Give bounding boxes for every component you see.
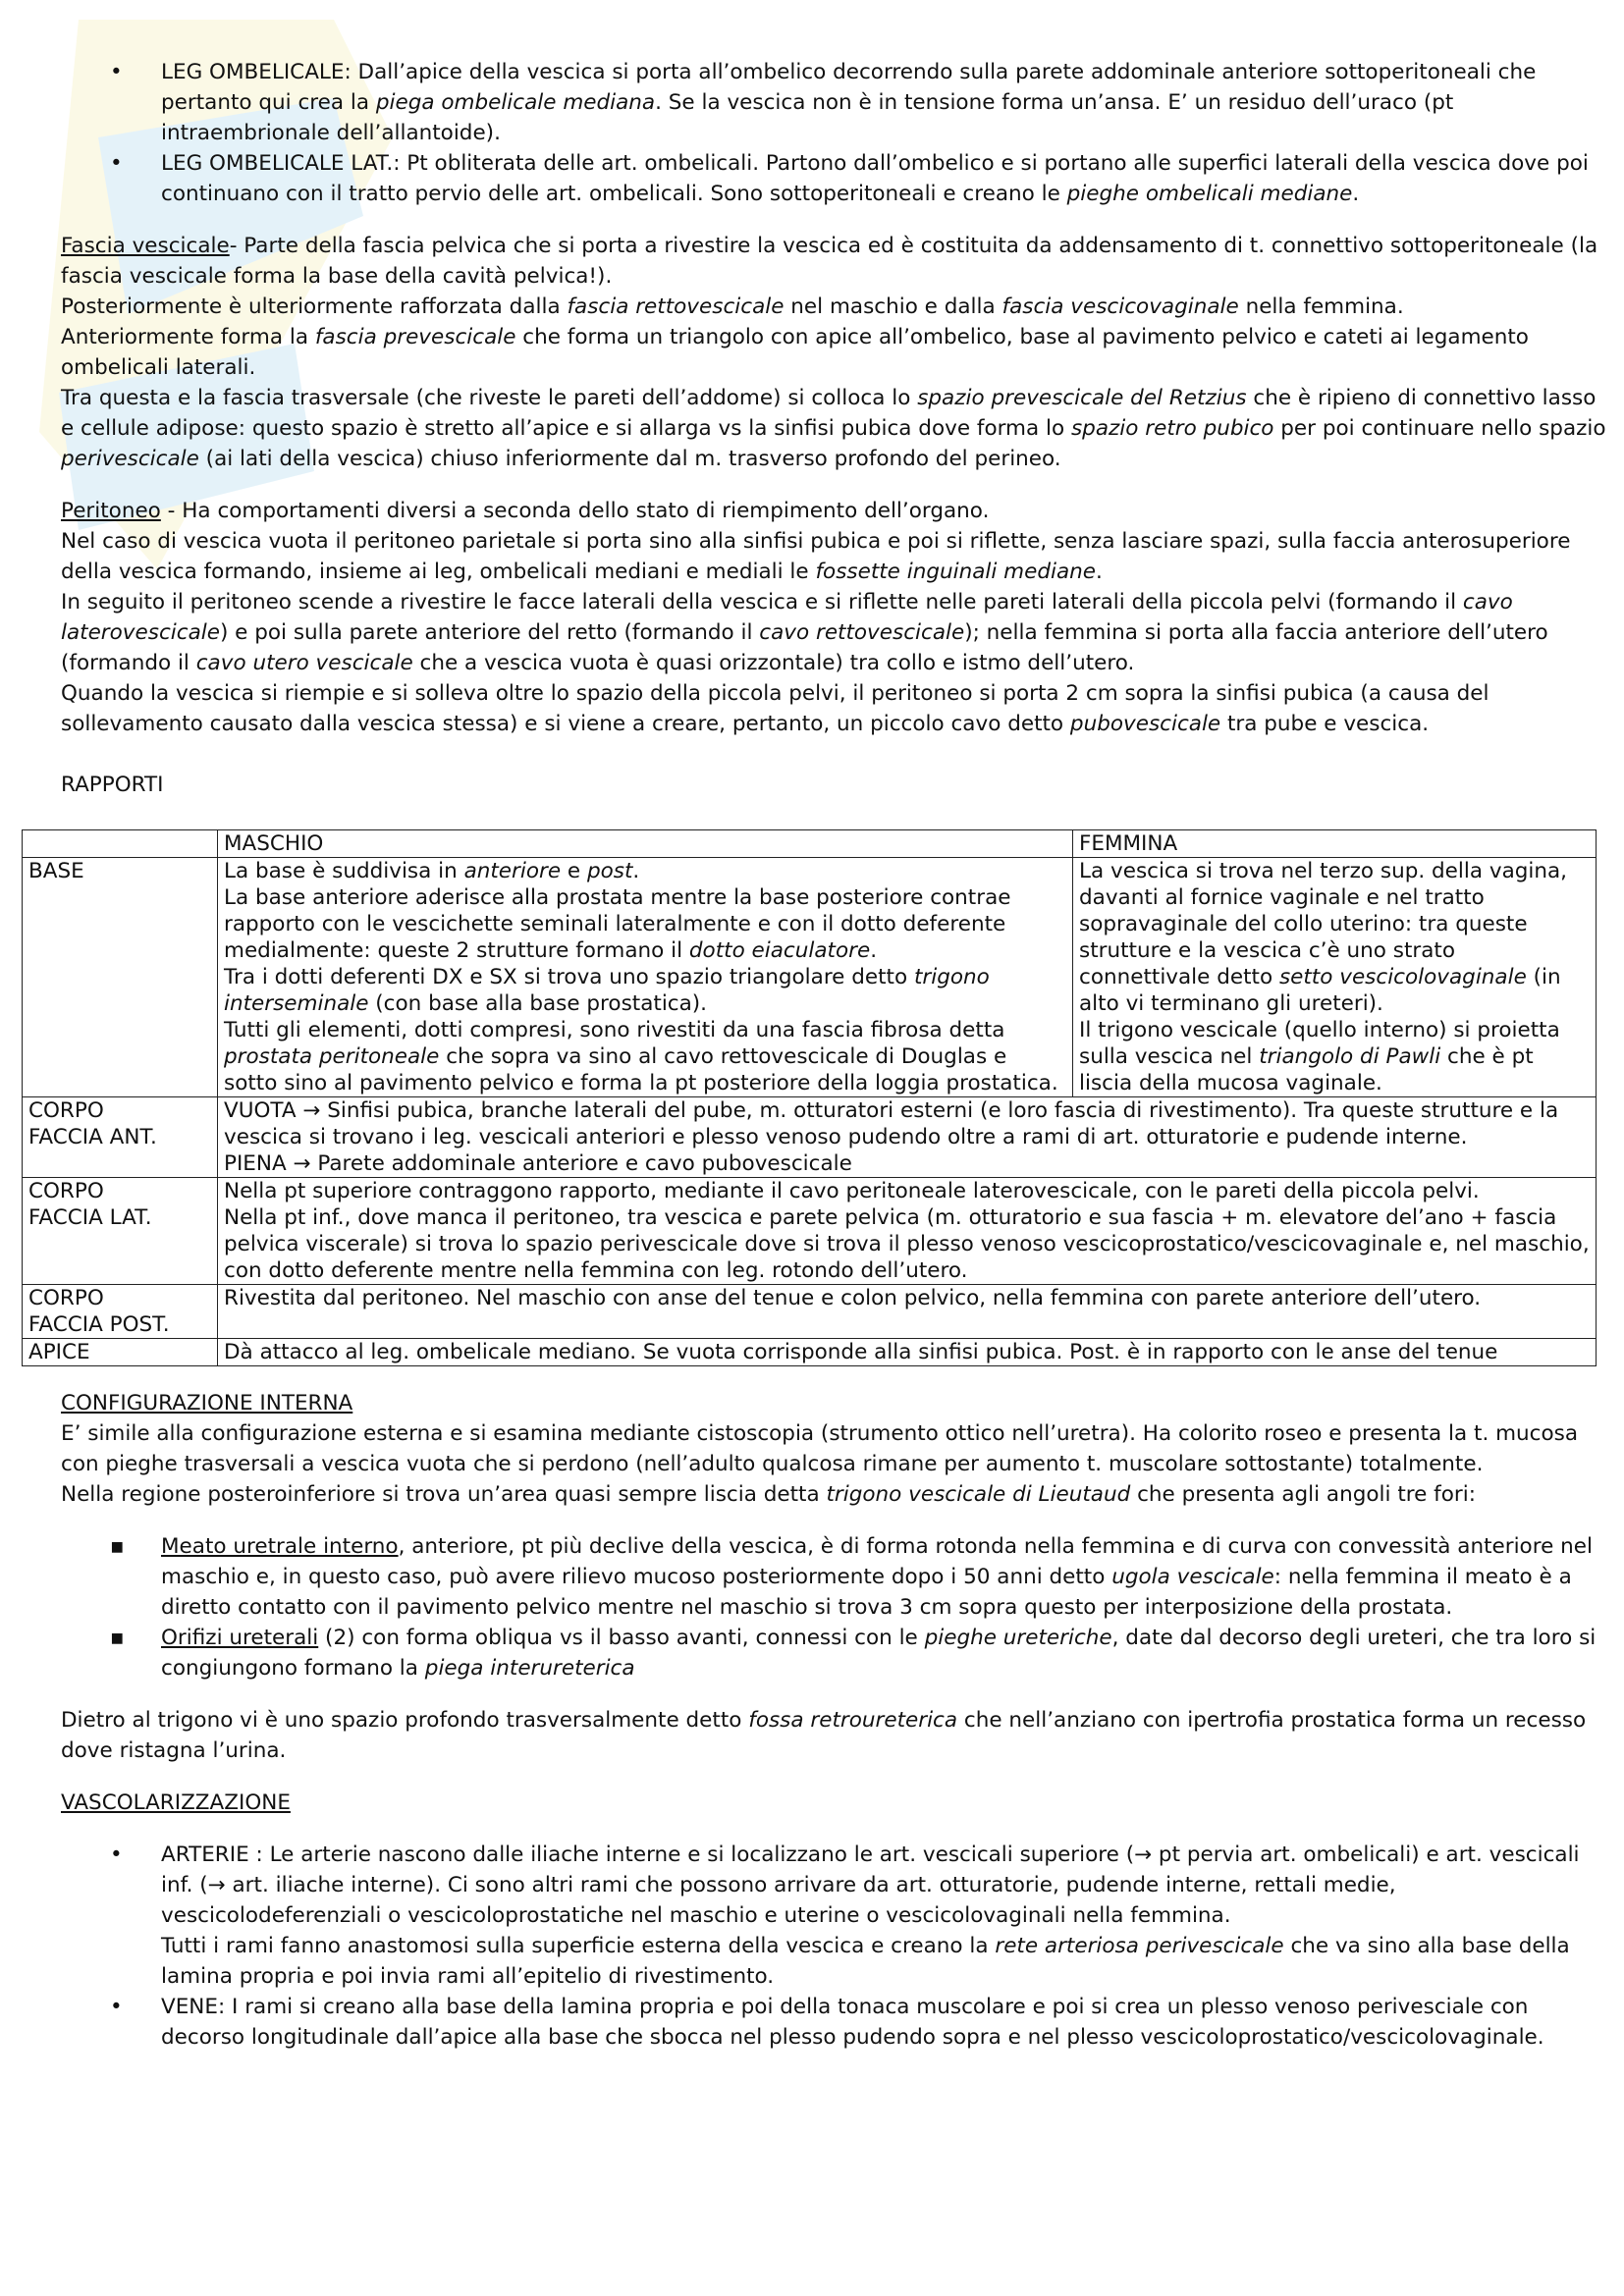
text-run: LEG OMBELICALE LAT.: Pt obliterata delle art. ombelicali. Partono dall’ombelico e si portano alle superfici laterali della vescica dove poi continuano con il tratto pervio delle art. ombelicali. Sono sottoperitoneali e creano le [161, 151, 1589, 206]
text-run: che va sino alla base della lamina propria e poi invia rami all’epitelio di rivestimento. [161, 1934, 1570, 1989]
text-run: che forma un triangolo con apice all’ombelico, base al pavimento pelvico e cateti ai legamento ombelicali laterali. [61, 325, 1529, 380]
text-run: Nella pt superiore contraggono rapporto, mediante il cavo peritoneale laterovescicale, con le pareti della piccola pelvi. [224, 1179, 1480, 1203]
bullet-icon: • [110, 1995, 123, 2019]
table-row [23, 1285, 1597, 1339]
text-run: (in alto vi terminano gli ureteri). [1079, 965, 1561, 1016]
row-label: APICE [23, 1339, 218, 1366]
text-run: - Ha comportamenti diversi a seconda dello stato di riempimento dell’organo. [160, 499, 990, 523]
config-paragraph [61, 1418, 1612, 1510]
bullet-text [161, 1626, 1596, 1681]
italic-term: fossa retroureterica [748, 1708, 958, 1733]
text-run: Rivestita dal peritoneo. Nel maschio con anse del tenue e colon pelvico, nella femmina con parete anteriore dell’utero. [224, 1286, 1482, 1310]
text-run: , anteriore, pt più declive della vescica, è di forma rotonda nella femmina e di curva con convessità anteriore nel maschio e, in questo caso, può avere rilievo mucoso posteriormente dopo i 50 anni detto [161, 1534, 1593, 1589]
text-run: (2) con forma obliqua vs il basso avanti, connessi con le [318, 1626, 925, 1650]
text-run: LEG OMBELICALE: Dall’apice della vescica si porta all’ombelico decorrendo sulla parete addominale anteriore sottoperitoneali che pertanto qui crea la [161, 60, 1537, 115]
row-label [23, 1178, 218, 1285]
table-header-cell: FEMMINA [1073, 830, 1597, 858]
retroureterica-paragraph [61, 1705, 1612, 1766]
list-item [61, 148, 1612, 209]
italic-term: cavo laterovescicale [61, 590, 1513, 645]
italic-term: post [586, 859, 633, 883]
text-run: Posteriormente è ulteriormente rafforzata dalla [61, 294, 568, 319]
text-run: per poi continuare nello spazio [1273, 416, 1606, 441]
italic-term: pieghe ureteriche [924, 1626, 1112, 1650]
vasc-heading: VASCOLARIZZAZIONE [61, 1790, 291, 1815]
fascia-paragraph [61, 231, 1612, 474]
text-run: ) e poi sulla parete anteriore del retto (formando il [219, 620, 760, 645]
square-bullet-icon: ▪ [110, 1534, 125, 1559]
text-run: e [561, 859, 587, 883]
text-run: Tra i dotti deferenti DX e SX si trova uno spazio triangolare detto [224, 965, 914, 989]
text-run: . [632, 859, 640, 883]
text-run: che è ripieno di connettivo lasso e cellule adipose: questo spazio è stretto all’apice e si allarga vs la sinfisi pubica dove forma lo [61, 386, 1597, 441]
text-run: La base è suddivisa in [224, 859, 464, 883]
text-run: Nel caso di vescica vuota il peritoneo parietale si porta sino alla sinfisi pubica e poi si riflette, senza lasciare spazi, sulla faccia anterosuperiore della vescica formando, insieme ai leg, ombelicali mediani e mediali le [61, 529, 1571, 584]
text-run: che a vescica vuota è quasi orizzontale) tra collo e istmo dell’utero. [412, 651, 1135, 675]
bullet-text [161, 1534, 1593, 1620]
row-label-line: CORPO [28, 1286, 104, 1310]
text-run: che sopra va sino al cavo rettovescicale di Douglas e sotto sino al pavimento pelvico e forma la pt posteriore della loggia prostatica. [224, 1044, 1058, 1095]
text-run: Tra questa e la fascia trasversale (che riveste le pareti dell’addome) si colloca lo [61, 386, 918, 410]
text-run: ARTERIE : Le arterie nascono dalle iliache interne e si localizzano le art. vescicali superiore (→ pt pervia art. ombelicali) e art. vescicali inf. (→ art. iliache interne). Ci sono altri rami che possono arrivare da art. otturatorie, pudende interne, rettali medie, vescicolodeferenziali o vescicoloprostatiche nel maschio e uterine o vescicolovaginali nella femmina. [161, 1842, 1580, 1928]
row-label-line: FACCIA ANT. [28, 1125, 157, 1149]
bullet-text [161, 1995, 1544, 2050]
text-run: In seguito il peritoneo scende a rivestire le facce laterali della vescica e si riflette nelle pareti laterali della piccola pelvi (formando il [61, 590, 1463, 614]
config-heading: CONFIGURAZIONE INTERNA [61, 1391, 353, 1415]
text-run: La base anteriore aderisce alla prostata mentre la base posteriore contrae rapporto con le vescichette seminali lateralmente e con il dotto deferente medialmente: queste 2 strutture formano il [224, 885, 1011, 963]
text-run: Dietro al trigono vi è uno spazio profondo trasversalmente detto [61, 1708, 749, 1733]
table-header-cell: MASCHIO [218, 830, 1073, 858]
row-label-line: FACCIA LAT. [28, 1205, 152, 1230]
text-run: : nella femmina il meato è a diretto contatto con il pavimento pelvico mentre nel maschio si trova 3 cm sopra questo per interposizione della prostata. [161, 1565, 1572, 1620]
bullet-text [161, 60, 1536, 145]
rapporti-table [22, 829, 1597, 1366]
text-run: La vescica si trova nel terzo sup. della vagina, davanti al fornice vaginale e nel tratto sopravaginale del collo uterino: tra queste strutture e la vescica c’è uno strato connettivale detto [1079, 859, 1568, 989]
italic-term: trigono vescicale di Lieutaud [826, 1482, 1131, 1507]
text-run: Anteriormente forma la [61, 325, 315, 349]
row-label-line: CORPO [28, 1098, 104, 1123]
table-row [23, 1178, 1597, 1285]
table-cell [218, 1097, 1597, 1178]
text-run: Tutti gli elementi, dotti compresi, sono rivestiti da una fascia fibrosa detta [224, 1018, 1005, 1042]
italic-term: fossette inguinali mediane [815, 560, 1096, 584]
bullet-text [161, 1842, 1580, 1989]
underlined-term: Meato uretrale interno [161, 1534, 399, 1559]
italic-term: prostata peritoneale [224, 1044, 440, 1069]
text-run: che è pt liscia della mucosa vaginale. [1079, 1044, 1534, 1095]
text-run: PIENA → Parete addominale anteriore e cavo pubovescicale [224, 1151, 852, 1176]
row-label-line: FACCIA POST. [28, 1312, 170, 1337]
italic-term: cavo utero vescicale [195, 651, 413, 675]
text-run: ); nella femmina si porta alla faccia anteriore dell’utero (formando il [61, 620, 1548, 675]
italic-term: fascia prevescicale [314, 325, 516, 349]
italic-term: piega interureterica [424, 1656, 635, 1681]
text-run: , date dal decorso degli ureteri, che tra loro si congiungono formano la [161, 1626, 1597, 1681]
table-row [23, 1097, 1597, 1178]
italic-term: ugola vescicale [1111, 1565, 1274, 1589]
ligament-bullet-list [61, 57, 1612, 209]
text-run: . [1096, 560, 1103, 584]
text-run: nella femmina. [1238, 294, 1404, 319]
text-run: tra pube e vescica. [1220, 712, 1430, 736]
text-run: nel maschio e dalla [784, 294, 1002, 319]
text-run: . Se la vescica non è in tensione forma un’ansa. E’ un residuo dell’uraco (pt intraembrionale dell’allantoide). [161, 90, 1454, 145]
table-cell [1073, 858, 1597, 1097]
underlined-term: Fascia vescicale [61, 234, 230, 258]
text-run: Il trigono vescicale (quello interno) si proietta sulla vescica nel [1079, 1018, 1560, 1069]
italic-term: pieghe ombelicali mediane [1066, 182, 1353, 206]
table-cell [218, 1178, 1597, 1285]
table-cell [218, 1339, 1597, 1366]
underlined-term: Peritoneo [61, 499, 161, 523]
italic-term: fascia rettovescicale [567, 294, 785, 319]
text-run: che presenta agli angoli tre fori: [1130, 1482, 1476, 1507]
row-label [23, 1285, 218, 1339]
italic-term: trigono interseminale [224, 965, 990, 1016]
italic-term: dotto eiaculatore [688, 938, 871, 963]
text-run: che nell’anziano con ipertrofia prostatica forma un recesso dove ristagna l’urina. [61, 1708, 1587, 1763]
italic-term: triangolo di Pawli [1259, 1044, 1441, 1069]
text-run: VENE: I rami si creano alla base della lamina propria e poi della tonaca muscolare e poi si crea un plesso venoso perivesciale con decorso longitudinale dall’apice alla base che sbocca nel plesso pudendo sopra e nel plesso vescicoloprostatico/vescicolovaginale. [161, 1995, 1544, 2050]
italic-term: rete arteriosa perivescicale [995, 1934, 1284, 1958]
bullet-icon: • [110, 151, 123, 176]
text-run: (ai lati della vescica) chiuso inferiormente dal m. trasverso profondo del perineo. [198, 447, 1061, 471]
list-item [61, 1531, 1612, 1623]
text-run: Quando la vescica si riempie e si solleva oltre lo spazio della piccola pelvi, il peritoneo si porta 2 cm sopra la sinfisi pubica (a causa del sollevamento causato dalla vescica stessa) e si viene a creare, pertanto, un piccolo cavo detto [61, 681, 1489, 736]
text-run: Nella pt inf., dove manca il peritoneo, tra vescica e parete pelvica (m. otturatorio e sua fascia + m. elevatore del’ano + fascia pelvica viscerale) si trova lo spazio perivescicale dove si trova il plesso venoso vescicoprostatico/vescicovaginale e, nel maschio, con dotto deferente mentre nella femmina con leg. rotondo dell’utero. [224, 1205, 1590, 1283]
text-run: Dà attacco al leg. ombelicale mediano. Se vuota corrisponde alla sinfisi pubica. Post. è in rapporto con le anse del tenue [224, 1340, 1498, 1364]
table-row [23, 1339, 1597, 1366]
italic-term: perivescicale [61, 447, 199, 471]
list-item [61, 57, 1612, 148]
text-run: Tutti i rami fanno anastomosi sulla superficie esterna della vescica e creano la [161, 1934, 996, 1958]
text-run: . [1352, 182, 1360, 206]
list-item [61, 1992, 1612, 2053]
list-item [61, 1623, 1612, 1683]
row-label [23, 1097, 218, 1178]
rapporti-heading: RAPPORTI [61, 773, 164, 797]
text-run: . [870, 938, 878, 963]
table-cell [218, 858, 1073, 1097]
italic-term: piega ombelicale mediana [375, 90, 656, 115]
italic-term: anteriore [463, 859, 562, 883]
italic-term: setto vescicolovaginale [1278, 965, 1527, 989]
table-header-row [23, 830, 1597, 858]
bullet-icon: • [110, 60, 123, 84]
table-row [23, 858, 1597, 1097]
bullet-text [161, 151, 1589, 206]
italic-term: cavo rettovescicale [759, 620, 965, 645]
italic-term: pubovescicale [1069, 712, 1221, 736]
italic-term: spazio prevescicale del Retzius [917, 386, 1247, 410]
text-run: (con base alla base prostatica). [368, 991, 708, 1016]
row-label: BASE [23, 858, 218, 1097]
italic-term: spazio retro pubico [1070, 416, 1274, 441]
bullet-icon: • [110, 1842, 123, 1867]
italic-term: fascia vescicovaginale [1001, 294, 1239, 319]
list-item [61, 1840, 1612, 1992]
text-run: - Parte della fascia pelvica che si porta a rivestire la vescica ed è costituita da addensamento di t. connettivo sottoperitoneale (la fascia vescicale forma la base della cavità pelvica!). [61, 234, 1598, 289]
foramina-list [61, 1531, 1612, 1683]
square-bullet-icon: ▪ [110, 1626, 125, 1650]
document-page [28, 57, 1612, 2053]
underlined-term: Orifizi ureterali [161, 1626, 319, 1650]
text-run: Nella regione posteroinferiore si trova un’area quasi sempre liscia detta [61, 1482, 827, 1507]
text-run: E’ simile alla configurazione esterna e si esamina mediante cistoscopia (strumento ottico nell’uretra). Ha colorito roseo e presenta la t. mucosa con pieghe trasversali a vescica vuota che si perdono (nell’adulto qualcosa rimane per aumento t. muscolare sottostante) totalmente. [61, 1421, 1579, 1476]
table-header-cell [23, 830, 218, 858]
table-cell [218, 1285, 1597, 1339]
peritoneo-paragraph [61, 496, 1612, 739]
text-run: VUOTA → Sinfisi pubica, branche laterali del pube, m. otturatori esterni (e loro fascia di rivestimento). Tra queste strutture e la vescica si trovano i leg. vescicali anteriori e plesso venoso pudendo oltre a rami di art. otturatorie e pudende interne. [224, 1098, 1559, 1149]
row-label-line: CORPO [28, 1179, 104, 1203]
vasc-list [61, 1840, 1612, 2053]
